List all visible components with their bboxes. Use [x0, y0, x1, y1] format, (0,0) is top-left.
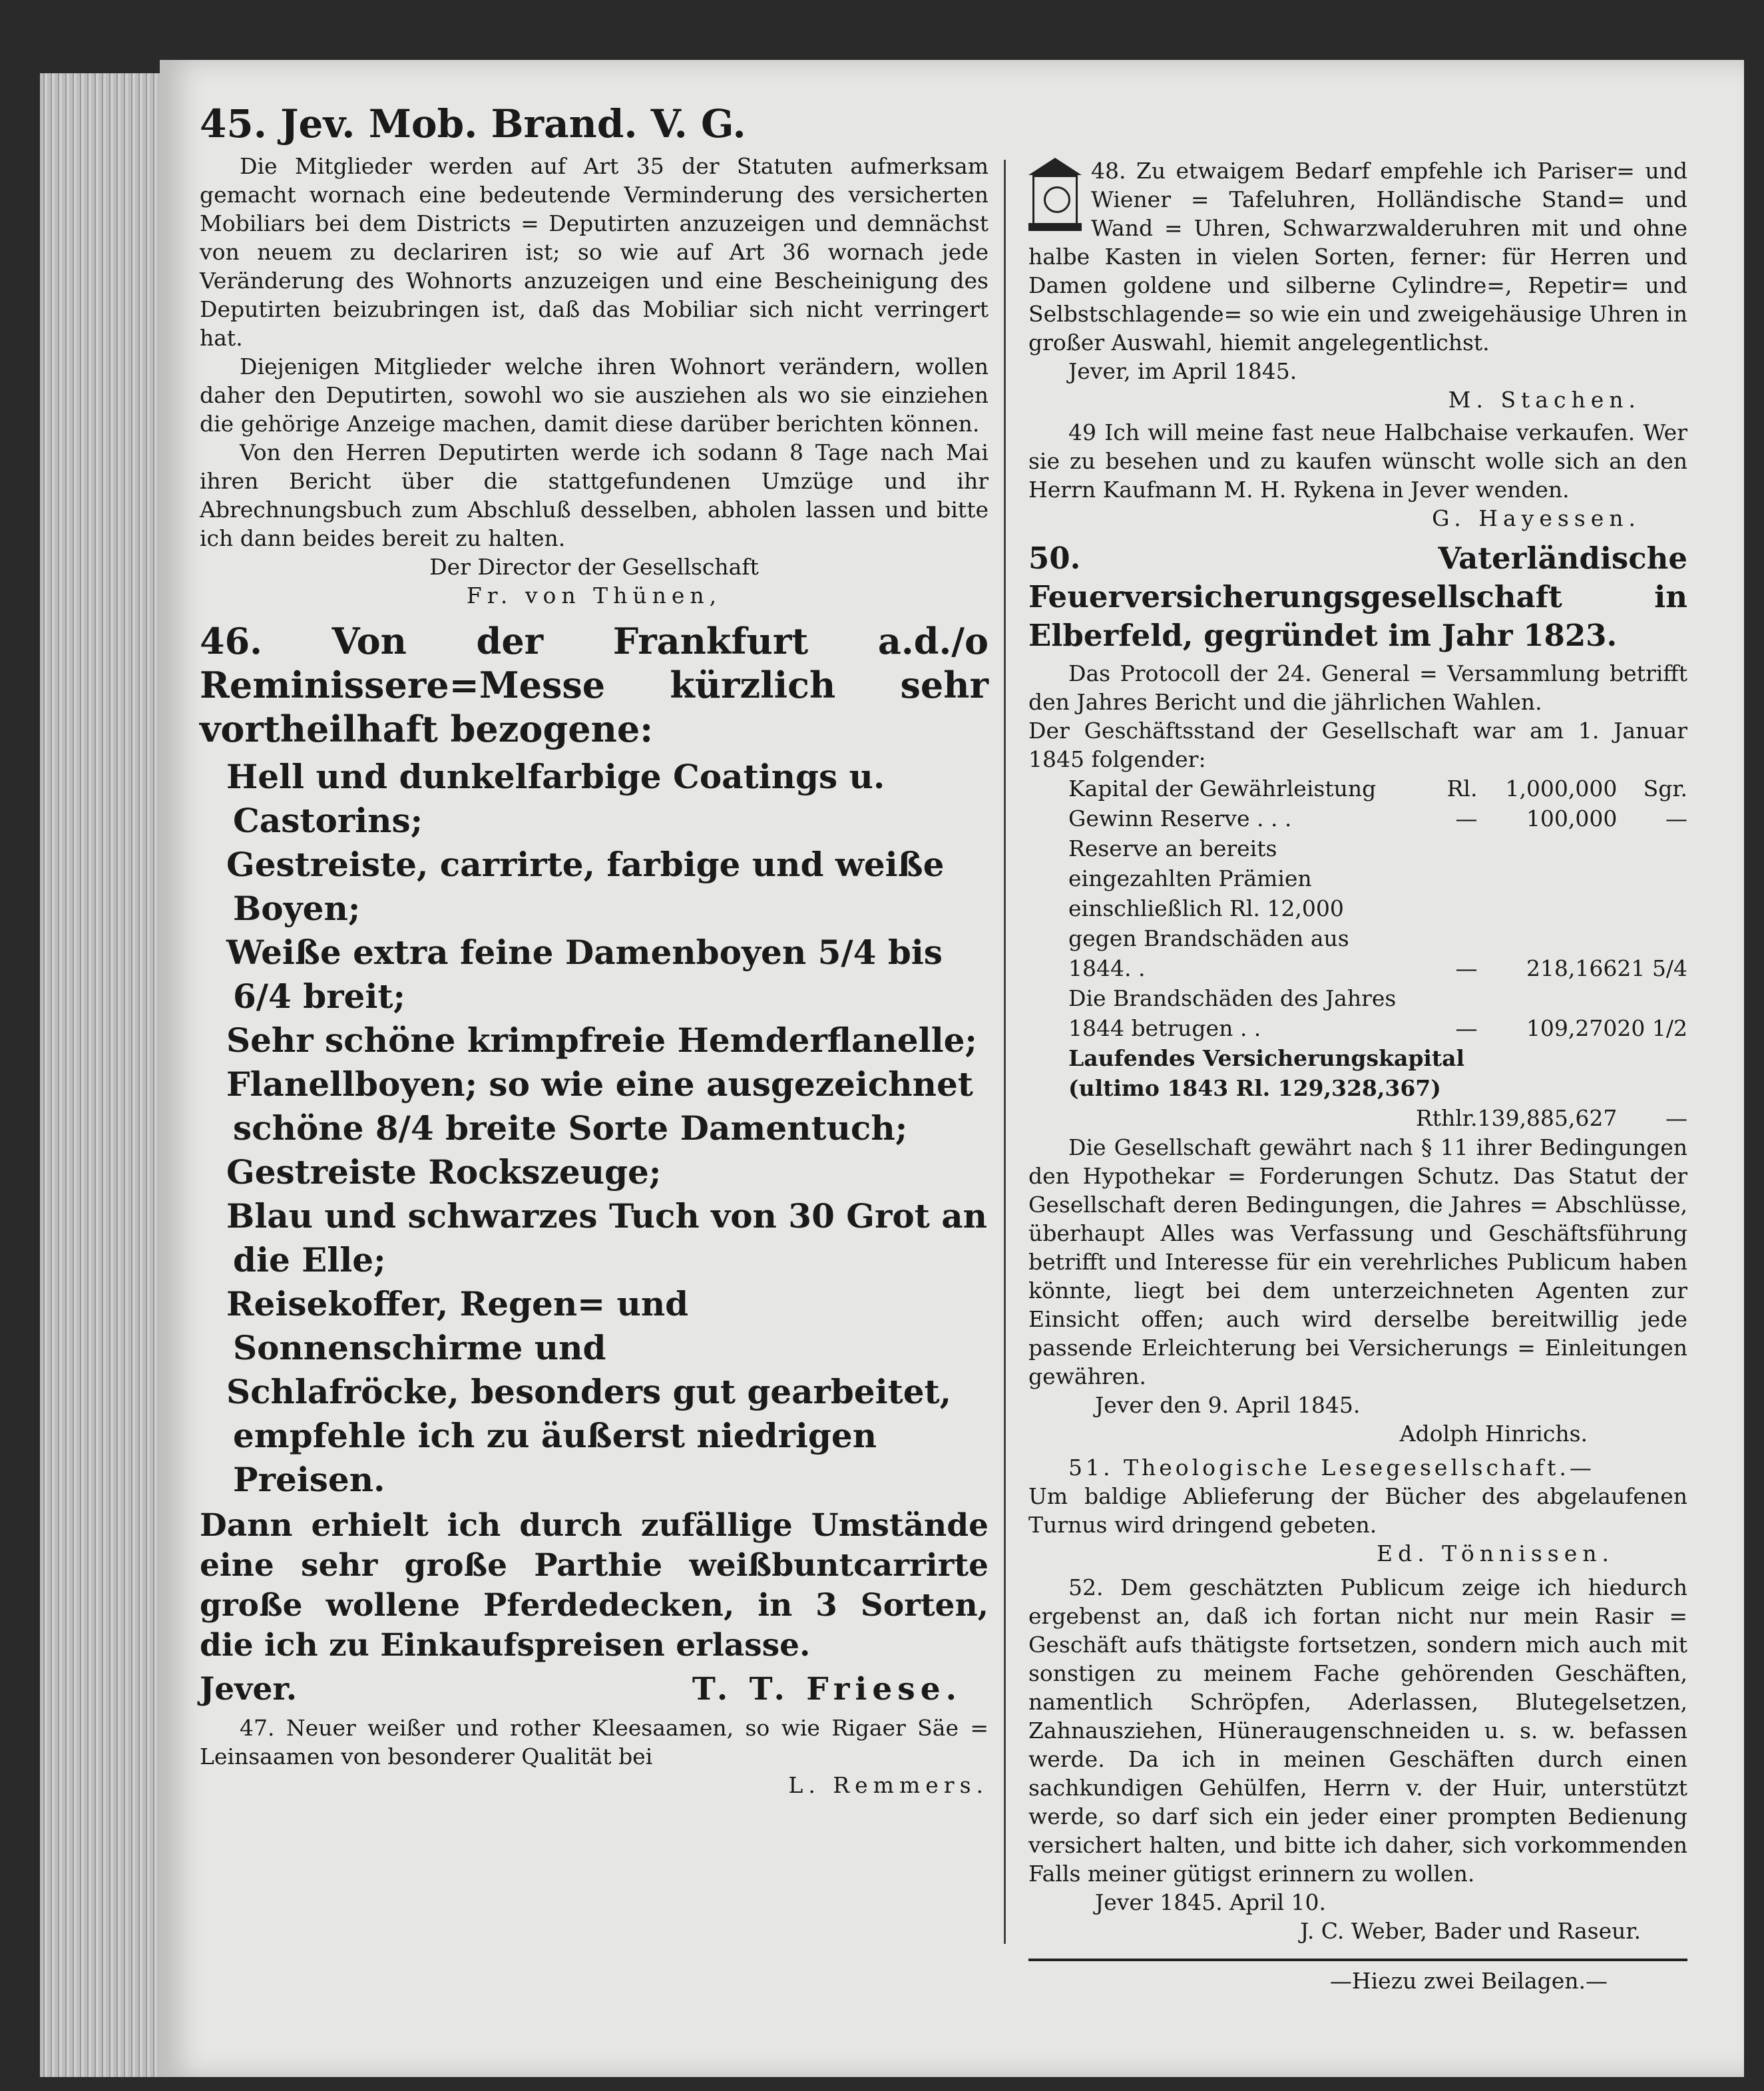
ad-46-item: Sehr schöne krimpfreie Hemderflanelle; — [226, 1021, 977, 1060]
table-row — [1028, 1043, 1687, 1103]
ad-45-signature-title: Der Director der Gesellschaft — [429, 554, 759, 580]
footer-rule — [1028, 1959, 1687, 1961]
ad-50-signature: Adolph Hinrichs. — [1399, 1421, 1588, 1447]
ad-48-text: 48. Zu etwaigem Bedarf empfehle ich Pariser= und Wiener = Tafeluhren, Holländische Stand= und Wand = Uhren, Schwarzwalderuhren mit und ohne halbe Kasten in vielen Sorten, ferner: für Herren und Damen goldene und silberne Cylindre=, Repetir= und Selbstschlagende= so wie ein und zweigehäusige Uhren in großer Auswahl, hiemit angelegentlichst. — [1028, 158, 1687, 355]
ad-46-item: Hell und dunkelfarbige Coatings u. Castorins; — [226, 757, 885, 840]
ad-46-item: Gestreiste Rockszeuge; — [226, 1152, 662, 1192]
ad-45-signature-name: Fr. von Thünen, — [466, 582, 722, 608]
ad-47-text: 47. Neuer weißer und rother Kleesaamen, so wie Rigaer Säe = Leinsaamen von besonderer Qualität bei — [200, 1715, 989, 1769]
table-cell-label: Laufendes Versicherungskapital (ultimo 1843 Rl. 129,328,367) — [1068, 1045, 1465, 1101]
left-column — [200, 100, 989, 1799]
table-cell-unit: Rthlr. — [1415, 1105, 1478, 1131]
table-cell-unit: — — [1455, 955, 1478, 981]
table-cell-suffix: 21 5/4 — [1617, 955, 1687, 981]
ad-51-text: Um baldige Ablieferung der Bücher des abgelaufenen Turnus wird dringend gebeten. — [1028, 1483, 1687, 1538]
table-cell-label: Kapital der Gewährleistung — [1068, 776, 1377, 802]
ad-46-item: Gestreiste, carrirte, farbige und weiße Boyen; — [226, 845, 945, 928]
ad-45-paragraph-1: Die Mitglieder werden auf Art 35 der Statuten aufmerksam gemacht wornach eine bedeutende Verminderung des versicherten Mobiliars bei dem Districts = Deputirten anzuzeigen und demnächst von neuem zu declariren ist; so wie auf Art 36 wornach jede Veränderung des Wohnorts anzuzeigen und eine Bescheinigung des Deputirten beizubringen ist, daß das Mobiliar sich nicht verringert hat. — [200, 153, 989, 351]
ad-46-signature: T. T. Friese. — [692, 1671, 962, 1708]
ad-52-text: 52. Dem geschätzten Publicum zeige ich hiedurch ergebenst an, daß ich fortan nicht nur mein Rasir = Geschäft aufs thätigste fortsetzen, sondern mich auch mit sonstigen zu meinem Fache gehörenden Geschäften, namentlich Schröpfen, Aderlassen, Blutegelsetzen, Zahnausziehen, Hüneraugenschneiden u. s. w. befassen werde. Da ich in meinen Geschäften durch einen sachkundigen Gehülfen, Herrn v. der Huir, unterstützt werde, so darf sich ein jeder einer prompten Bedienung versichert halten, und bitte ich daher, sich vorkommenden Falls meiner gütigst erinnern zu wollen. — [1028, 1574, 1687, 1887]
ad-49-signature: G. Hayessen. — [1432, 505, 1641, 531]
ad-46-place: Jever. — [200, 1671, 298, 1708]
table-cell-unit: — — [1455, 1015, 1478, 1041]
table-cell-amount: 139,885,627 — [1477, 1105, 1618, 1131]
table-cell-suffix: — — [1665, 806, 1687, 831]
ad-48 — [1028, 156, 1687, 414]
ad-50 — [1028, 539, 1687, 1448]
table-row — [1028, 774, 1687, 804]
table-cell-amount: 1,000,000 — [1505, 776, 1618, 802]
table-cell-unit: Rl. — [1446, 776, 1478, 802]
book-page-edges — [40, 73, 173, 2077]
ad-48-date: Jever, im April 1845. — [1068, 358, 1297, 384]
ad-46-item: Weiße extra feine Damenboyen 5/4 bis 6/4 breit; — [226, 933, 943, 1016]
table-cell-label — [1028, 1103, 1416, 1133]
table-cell-amount: 109,270 — [1526, 1015, 1618, 1041]
ad-46-item: Reisekoffer, Regen= und Sonnenschirme und — [226, 1284, 689, 1367]
table-cell-unit: — — [1455, 806, 1478, 831]
ad-50-paragraph-1: Das Protocoll der 24. General = Versammlung betrifft den Jahres Bericht und die jährlichen Wahlen. — [1028, 660, 1687, 715]
ad-46-item: Schlafröcke, besonders gut gearbeitet, empfehle ich zu äußerst niedrigen Preisen. — [226, 1372, 952, 1499]
ad-46-intro: 46. Von der Frankfurt a.d./o Reminissere=Messe kürzlich sehr vortheilhaft bezogene: — [200, 620, 989, 750]
ad-47 — [200, 1714, 989, 1799]
ad-48-signature: M. Stachen. — [1448, 387, 1641, 413]
table-row — [1028, 983, 1687, 1043]
ad-50-heading: 50. Vaterländische Feuerversicherungsgesellschaft in Elberfeld, gegründet im Jahr 1823. — [1028, 541, 1687, 653]
table-cell-label: Die Brandschäden des Jahres 1844 betrugen . . — [1068, 985, 1397, 1041]
ad-46-item: Blau und schwarzes Tuch von 30 Grot an die Elle; — [226, 1196, 987, 1279]
table-row — [1028, 833, 1687, 983]
ad-45-heading: 45. Jev. Mob. Brand. V. G. — [200, 101, 746, 146]
table-cell-label: Gewinn Reserve . . . — [1068, 806, 1292, 831]
right-column — [1028, 156, 1687, 1995]
clock-icon — [1028, 158, 1082, 232]
ad-45-paragraph-2: Diejenigen Mitglieder welche ihren Wohnort verändern, wollen daher den Deputirten, sowohl wo sie ausziehen als wo sie einziehen die gehörige Anzeige machen, damit diese darüber berichten können. — [200, 353, 989, 437]
ad-46 — [200, 619, 989, 1710]
ad-52 — [1028, 1573, 1687, 1945]
table-cell-suffix: — — [1665, 1105, 1687, 1131]
ad-52-date: Jever 1845. April 10. — [1095, 1889, 1326, 1915]
ad-46-signature-line — [200, 1670, 989, 1710]
table-cell-label: Reserve an bereits eingezahlten Prämien einschließlich Rl. 12,000 gegen Brandschäden aus 1844. . — [1068, 835, 1349, 981]
ad-49-text: 49 Ich will meine fast neue Halbchaise verkaufen. Wer sie zu besehen und zu kaufen wünscht wolle sich an den Herrn Kaufmann M. H. Rykena in Jever wenden. — [1028, 419, 1687, 503]
table-row — [1028, 1103, 1687, 1133]
ad-49 — [1028, 418, 1687, 533]
column-divider — [1004, 160, 1006, 1944]
ad-52-signature: J. C. Weber, Bader und Raseur. — [1300, 1918, 1641, 1944]
ad-46-closing: Dann erhielt ich durch zufällige Umstände eine sehr große Parthie weißbuntcarrirte große wollene Pferdedecken, in 3 Sorten, die ich zu Einkaufspreisen erlasse. — [200, 1507, 989, 1664]
table-cell-amount: 100,000 — [1526, 806, 1618, 831]
table-cell-suffix: 20 1/2 — [1617, 1015, 1687, 1041]
table-cell-suffix: Sgr. — [1643, 776, 1687, 802]
ad-50-date: Jever den 9. April 1845. — [1095, 1392, 1361, 1418]
ad-51-title: 51. Theologische Lesegesellschaft.— — [1068, 1455, 1595, 1481]
ad-51-signature: Ed. Tönnissen. — [1376, 1540, 1614, 1566]
table-cell-amount: 218,166 — [1526, 955, 1618, 981]
ad-51 — [1028, 1453, 1687, 1568]
ad-46-item: Flanellboyen; so wie eine ausgezeichnet schöne 8/4 breite Sorte Damentuch; — [226, 1064, 973, 1148]
ad-50-paragraph-2: Der Geschäftsstand der Gesellschaft war am 1. Januar 1845 folgender: — [1028, 718, 1687, 772]
footer-note: —Hiezu zwei Beilagen.— — [1329, 1968, 1608, 1994]
ad-45 — [200, 100, 989, 610]
ad-45-paragraph-3: Von den Herren Deputirten werde ich sodann 8 Tage nach Mai ihren Bericht über die stattgefundenen Umzüge und ihr Abrechnungsbuch zum Abschluß desselben, abholen lassen und bitte ich dann beides bereit zu halten. — [200, 439, 989, 551]
ad-50-paragraph-3: Die Gesellschaft gewährt nach § 11 ihrer Bedingungen den Hypothekar = Forderungen Schutz. Das Statut der Gesellschaft deren Bedingungen, die Jahres = Abschlüsse, überhaupt Alles was Verfassung und Geschäftsführung betrifft und Interesse für ein verehrliches Publicum haben könnte, liegt bei dem unterzeichneten Agenten zur Einsicht offen; auch wird derselbe bereitwillig jede passende Erleichterung bei Versicherungs = Einleitungen gewähren. — [1028, 1134, 1687, 1389]
table-row — [1028, 804, 1687, 833]
business-status-table — [1028, 774, 1687, 1133]
ad-47-signature: L. Remmers. — [788, 1772, 989, 1798]
